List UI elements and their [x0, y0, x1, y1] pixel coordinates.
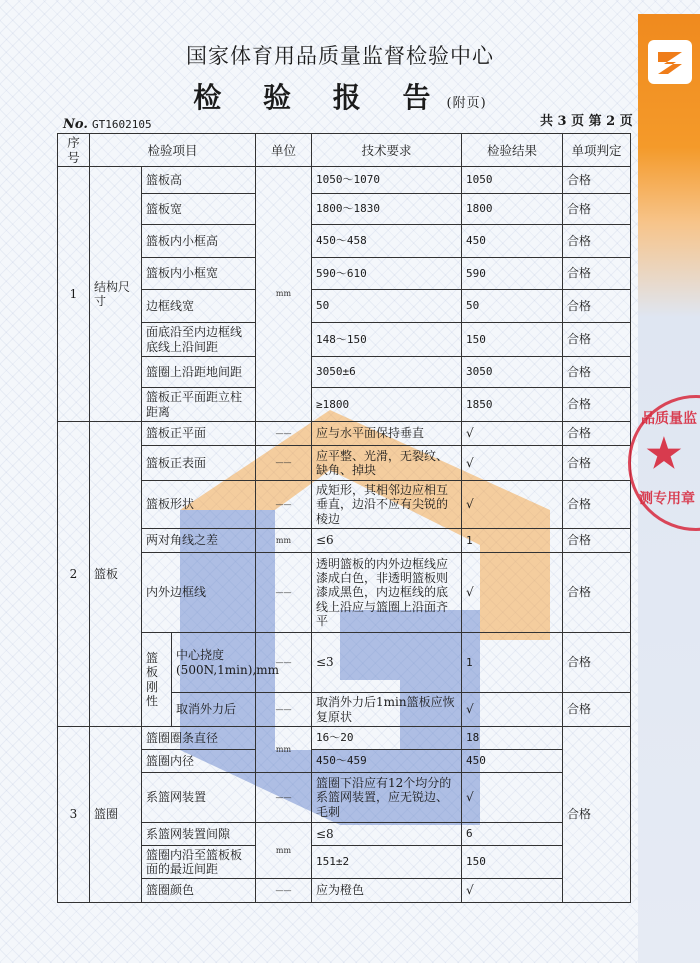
unit-cell: mm: [256, 823, 312, 879]
result: √: [462, 446, 563, 481]
star-icon: ★: [646, 430, 682, 477]
item-name: 面底沿至内边框线底线上沿间距: [142, 323, 256, 357]
requirement: 应平整、光滑，无裂纹、缺角、掉块: [312, 446, 462, 481]
result: 1850: [462, 388, 563, 422]
unit-cell: mm: [256, 167, 312, 422]
requirement: 151±2: [312, 846, 462, 879]
item-name: 篮圈颜色: [142, 879, 256, 903]
judgement: 合格: [563, 194, 631, 225]
item-name: 内外边框线: [142, 553, 256, 633]
col-item: 检验项目: [90, 134, 256, 167]
requirement: ≤3: [312, 633, 462, 693]
judgement: 合格: [563, 481, 631, 529]
seal-top-text: 品质量监: [641, 411, 697, 427]
item-name: 篮板内小框高: [142, 225, 256, 258]
result: 1800: [462, 194, 563, 225]
group-name: 篮板: [90, 422, 142, 727]
result: 3050: [462, 357, 563, 388]
judgement: 合格: [563, 290, 631, 323]
table-row: [58, 846, 631, 879]
requirement: 成矩形，其相邻边应相互垂直，边沿不应有尖锐的棱边: [312, 481, 462, 529]
group-name: 结构尺寸: [90, 167, 142, 422]
item-name: 篮板宽: [142, 194, 256, 225]
judgement: 合格: [563, 388, 631, 422]
table-row: [58, 529, 631, 553]
table-row: [58, 323, 631, 357]
table-row: [58, 750, 631, 773]
table-row: [58, 357, 631, 388]
report-number-value: GT1602105: [92, 118, 152, 131]
requirement: 取消外力后1min篮板应恢复原状: [312, 693, 462, 727]
item-name: 系篮网装置: [142, 773, 256, 823]
sub-item-name: 中心挠度(500N,1min),mm: [172, 633, 256, 693]
group-seq: 1: [58, 167, 90, 422]
org-name: 国家体育用品质量监督检验中心: [186, 44, 494, 68]
unit-cell: ——: [256, 481, 312, 529]
table-row: [58, 823, 631, 846]
table-row: [58, 879, 631, 903]
page-counter: 共 3 页 第 2 页: [540, 114, 633, 129]
result: √: [462, 693, 563, 727]
unit-cell: ——: [256, 422, 312, 446]
unit-cell: ——: [256, 446, 312, 481]
requirement: 450～458: [312, 225, 462, 258]
table-row: [58, 167, 631, 194]
item-name: 篮圈内沿至篮板板面的最近间距: [142, 846, 256, 879]
requirement: ≤8: [312, 823, 462, 846]
result: √: [462, 481, 563, 529]
col-seq: 序号: [58, 134, 90, 167]
result: √: [462, 773, 563, 823]
col-result: 检验结果: [462, 134, 563, 167]
col-judge: 单项判定: [563, 134, 631, 167]
requirement: 148～150: [312, 323, 462, 357]
unit-cell: mm: [256, 529, 312, 553]
result: 450: [462, 750, 563, 773]
requirement: 50: [312, 290, 462, 323]
inspection-table: [57, 133, 631, 903]
requirement: 590～610: [312, 258, 462, 290]
result: 1: [462, 633, 563, 693]
result: 18: [462, 727, 563, 750]
requirement: 透明篮板的内外边框线应漆成白色，非透明篮板则漆成黑色，内边框线的底线上沿应与篮圈上沿面齐平: [312, 553, 462, 633]
judgement: 合格: [563, 167, 631, 194]
judgement: 合格: [563, 323, 631, 357]
item-name: 篮板正表面: [142, 446, 256, 481]
table-row: [58, 258, 631, 290]
result: 1: [462, 529, 563, 553]
table-row: [58, 225, 631, 258]
result: 50: [462, 290, 563, 323]
item-name: 系篮网装置间隙: [142, 823, 256, 846]
requirement: ≥1800: [312, 388, 462, 422]
item-name: 篮圈上沿距地间距: [142, 357, 256, 388]
requirement: 1800～1830: [312, 194, 462, 225]
table-row: [58, 388, 631, 422]
table-row: [58, 290, 631, 323]
col-req: 技术要求: [312, 134, 462, 167]
judgement: 合格: [563, 258, 631, 290]
result: 150: [462, 323, 563, 357]
unit-cell: ——: [256, 773, 312, 823]
item-name: 两对角线之差: [142, 529, 256, 553]
unit-cell: ——: [256, 879, 312, 903]
item-name: 篮板刚性: [142, 633, 172, 727]
judgement: 合格: [563, 633, 631, 693]
report-number-label: No.: [63, 117, 88, 132]
group-seq: 2: [58, 422, 90, 727]
table-row: [58, 446, 631, 481]
table-row: [58, 422, 631, 446]
result: 150: [462, 846, 563, 879]
judgement: 合格: [563, 693, 631, 727]
unit-cell: ——: [256, 693, 312, 727]
item-name: 篮圈内径: [142, 750, 256, 773]
item-name: 篮板内小框宽: [142, 258, 256, 290]
table-header-row: [58, 134, 631, 167]
judgement: 合格: [563, 727, 631, 903]
unit-cell: ——: [256, 633, 312, 693]
table-row: [58, 633, 631, 693]
col-unit: 单位: [256, 134, 312, 167]
table-row: [58, 773, 631, 823]
result: √: [462, 879, 563, 903]
group-name: 篮圈: [90, 727, 142, 903]
result: 590: [462, 258, 563, 290]
item-name: 篮板形状: [142, 481, 256, 529]
requirement: ≤6: [312, 529, 462, 553]
group-seq: 3: [58, 727, 90, 903]
table-row: [58, 194, 631, 225]
sub-item-name: 取消外力后: [172, 693, 256, 727]
judgement: 合格: [563, 422, 631, 446]
item-name: 篮圈圈条直径: [142, 727, 256, 750]
requirement: 篮圈下沿应有12个均分的系篮网装置，应无锐边、毛刺: [312, 773, 462, 823]
requirement: 3050±6: [312, 357, 462, 388]
requirement: 应与水平面保持垂直: [312, 422, 462, 446]
result: √: [462, 553, 563, 633]
item-name: 边框线宽: [142, 290, 256, 323]
result: 6: [462, 823, 563, 846]
judgement: 合格: [563, 225, 631, 258]
item-name: 篮板高: [142, 167, 256, 194]
unit-cell: ——: [256, 553, 312, 633]
table-row: [58, 481, 631, 529]
requirement: 1050～1070: [312, 167, 462, 194]
result: √: [462, 422, 563, 446]
item-name: 篮板正平面: [142, 422, 256, 446]
unit-cell: mm: [256, 727, 312, 773]
requirement: 450～459: [312, 750, 462, 773]
requirement: 16～20: [312, 727, 462, 750]
report-subtitle: (附页): [446, 96, 487, 111]
table-row: [58, 727, 631, 750]
requirement: 应为橙色: [312, 879, 462, 903]
report-title-text: 检 验 报 告: [193, 81, 447, 114]
table-row: [58, 553, 631, 633]
item-name: 篮板正平面距立柱距离: [142, 388, 256, 422]
judgement: 合格: [563, 529, 631, 553]
seal-bottom-text: 测专用章: [639, 491, 695, 507]
judgement: 合格: [563, 357, 631, 388]
judgement: 合格: [563, 446, 631, 481]
judgement: 合格: [563, 553, 631, 633]
report-number: [63, 117, 152, 132]
result: 450: [462, 225, 563, 258]
result: 1050: [462, 167, 563, 194]
